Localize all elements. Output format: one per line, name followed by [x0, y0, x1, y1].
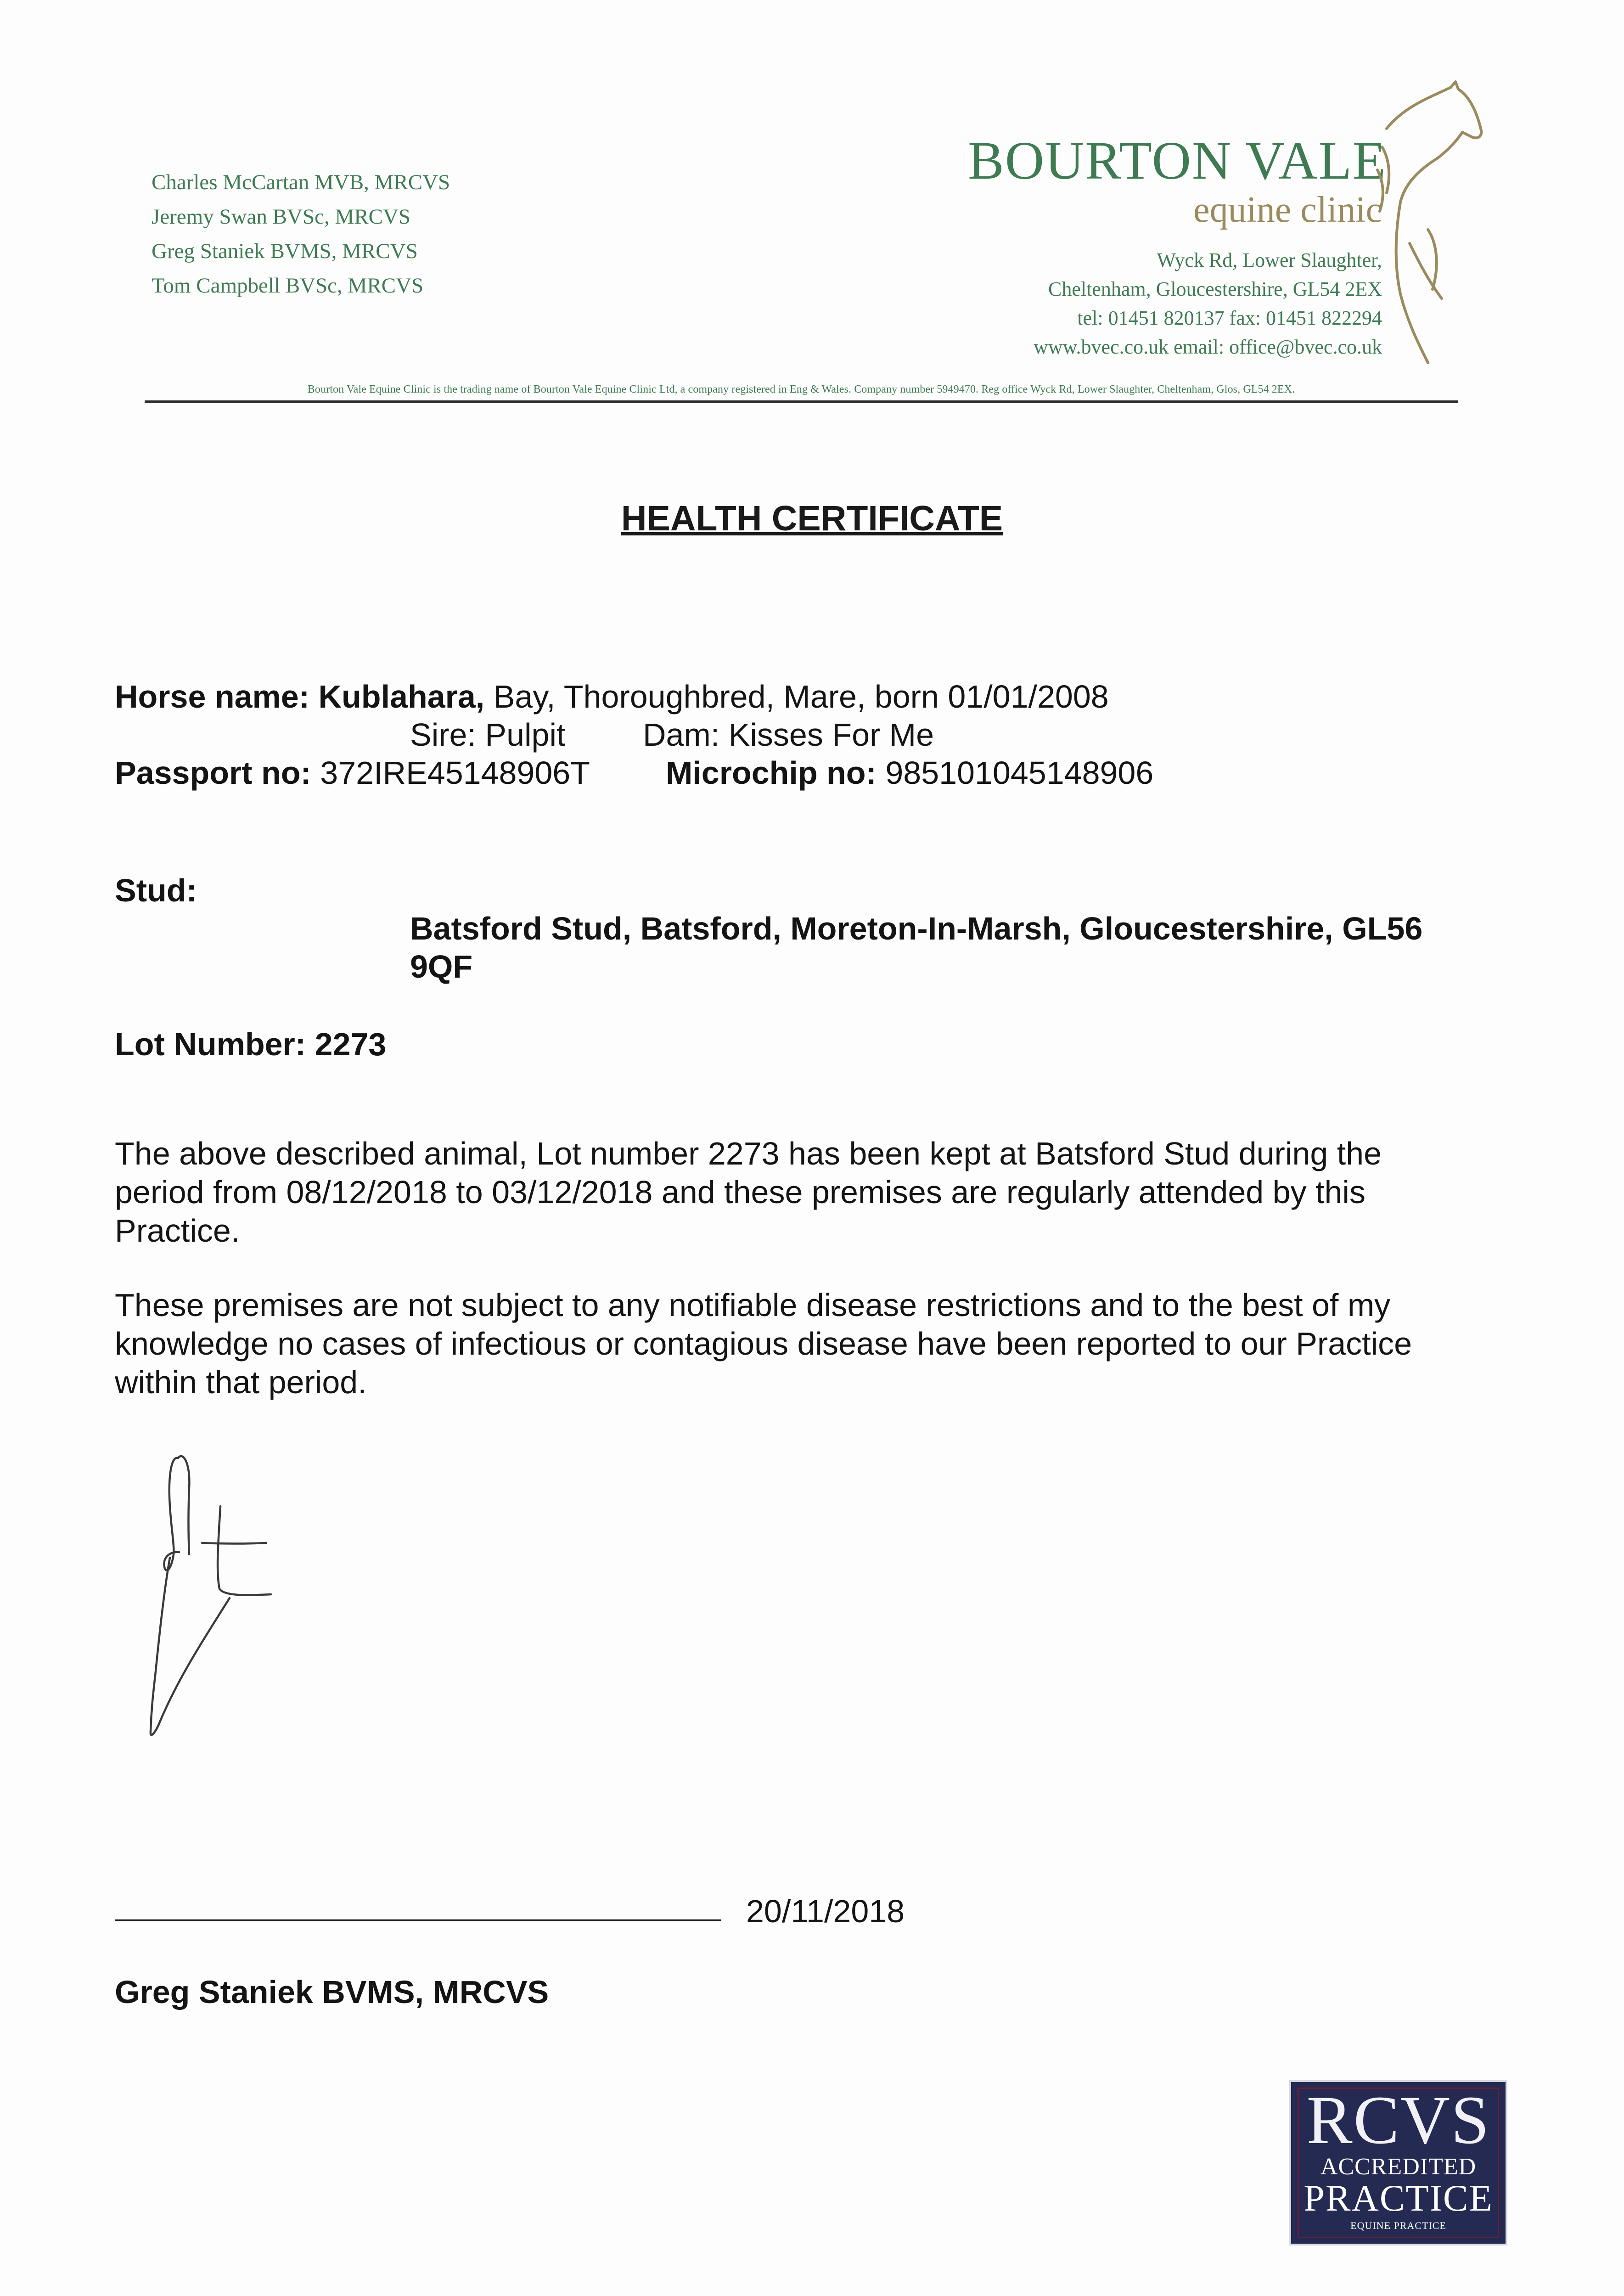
handwritten-signature [138, 1437, 321, 1750]
paragraph-line: period from 08/12/2018 to 03/12/2018 and these premises are regularly attended by this [115, 1174, 1366, 1210]
horse-sire: Sire: Pulpit [410, 717, 566, 753]
horse-logo-icon [1368, 78, 1488, 372]
rcvs-accredited: ACCREDITED [1320, 2154, 1477, 2180]
paragraph-disease-statement [115, 1286, 1492, 1401]
vet-list [152, 165, 450, 303]
paragraph-line: Practice. [115, 1213, 240, 1249]
vet-name: Tom Campbell [152, 274, 280, 298]
clinic-subtitle: equine clinic [1193, 190, 1382, 230]
microchip-number: 985101045148906 [885, 755, 1154, 791]
vet-line [152, 200, 450, 234]
rcvs-practice: PRACTICE [1304, 2177, 1493, 2219]
phone-line: tel: 01451 820137 fax: 01451 822294 [1077, 307, 1382, 329]
microchip-line [666, 754, 1153, 792]
vet-quals: BVSc, MRCVS [272, 205, 411, 229]
paragraph-line: The above described animal, Lot number 2273 has been kept at Batsford Stud during the [115, 1136, 1382, 1171]
rcvs-accredited-badge [1289, 2080, 1507, 2245]
horse-details: Bay, Thoroughbred, Mare, born 01/01/2008 [493, 679, 1109, 715]
rcvs-equine-practice: EQUINE PRACTICE [1350, 2220, 1446, 2231]
stud-label: Stud: [115, 872, 197, 908]
microchip-label: Microchip no: [666, 755, 877, 791]
signatory-name: Greg Staniek BVMS, MRCVS [115, 1974, 549, 2010]
vet-name: Charles McCartan [152, 170, 309, 194]
clinic-name: BOURTON VALE [968, 130, 1387, 191]
lot-number-line [115, 1025, 386, 1064]
vet-name: Greg Staniek [152, 239, 265, 263]
passport-line [115, 754, 590, 792]
vet-line [152, 165, 450, 200]
horse-name: Kublahara, [318, 679, 485, 715]
vet-line [152, 234, 450, 269]
clinic-branding [872, 130, 1387, 361]
lot-number-label: Lot Number: [115, 1026, 306, 1062]
vet-quals: BVSc, MRCVS [285, 274, 424, 298]
vet-line [152, 269, 450, 303]
paragraph-line: within that period. [115, 1364, 367, 1400]
web-email-line: www.bvec.co.uk email: office@bvec.co.uk [1034, 336, 1382, 358]
vet-name: Jeremy Swan [152, 205, 267, 229]
rcvs-border [1298, 2088, 1499, 2238]
clinic-address [872, 246, 1382, 361]
passport-label: Passport no: [115, 755, 311, 791]
stud-address-line-1: Batsford Stud, Batsford, Moreton-In-Marsh, Gloucestershire, GL56 [410, 911, 1423, 946]
rcvs-title: RCVS [1306, 2082, 1490, 2158]
certificate-date: 20/11/2018 [746, 1893, 905, 1929]
paragraph-line: These premises are not subject to any notifiable disease restrictions and to the best of my [115, 1287, 1391, 1323]
address-line-2: Cheltenham, Gloucestershire, GL54 2EX [1048, 278, 1382, 300]
paragraph-line: knowledge no cases of infectious or contagious disease have been reported to our Practice [115, 1326, 1412, 1362]
paragraph-residence [115, 1134, 1492, 1250]
passport-number: 372IRE45148906T [320, 755, 590, 791]
lot-number-value: 2273 [315, 1026, 387, 1062]
page-title: HEALTH CERTIFICATE [621, 499, 1003, 538]
company-registration-line: Bourton Vale Equine Clinic is the trading name of Bourton Vale Equine Clinic Ltd, a company registered in Eng & Wales. Company number 5949470. Reg office Wyck Rd, Lower Slaughter, Cheltenham, Glos, GL54 2EX. [307, 383, 1295, 395]
horse-dam: Dam: Kisses For Me [643, 717, 934, 753]
vet-quals: BVMS, MRCVS [270, 239, 418, 263]
horse-name-line [115, 677, 1109, 716]
vet-quals: MVB, MRCVS [315, 170, 450, 194]
header-divider [145, 400, 1458, 403]
stud-address-line-2: 9QF [410, 949, 473, 985]
horse-name-label: Horse name: [115, 679, 310, 715]
address-line-1: Wyck Rd, Lower Slaughter, [1157, 249, 1382, 271]
signature-line [115, 1919, 721, 1921]
